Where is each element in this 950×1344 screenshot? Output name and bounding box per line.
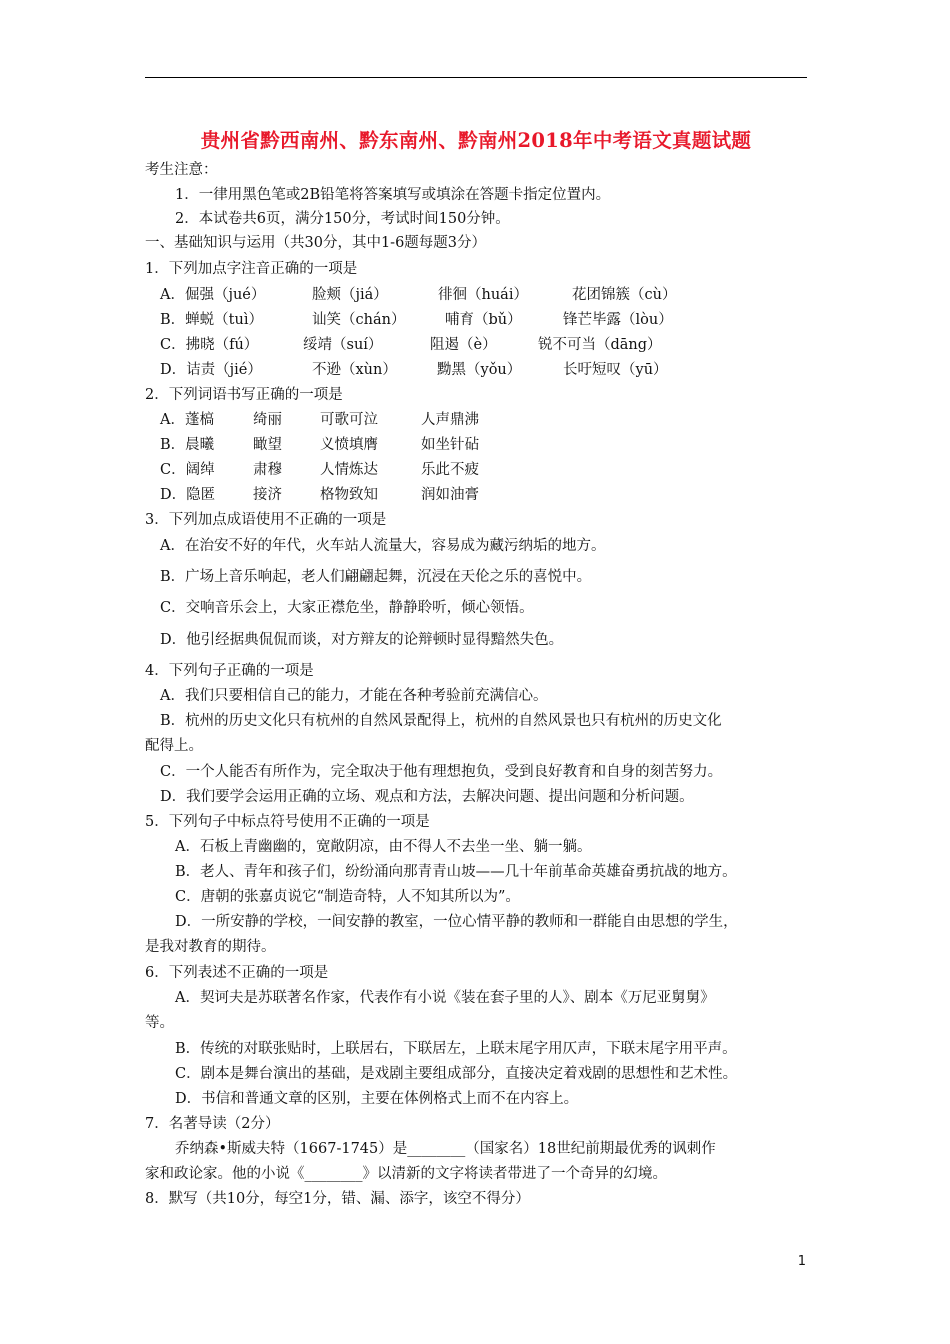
q1-b-2: 讪笑（chán） — [312, 312, 406, 328]
q4-option-d: D．我们要学会运用正确的立场、观点和方法，去解决问题、提出问题和分析问题。 — [160, 789, 694, 805]
q1-d-4: 长吁短叹（yū） — [563, 362, 668, 378]
q2-stem: 2．下列词语书写正确的一项是 — [145, 387, 343, 403]
q2-a-2: 绮丽 — [253, 412, 282, 428]
q5-option-d-cont: 是我对教育的期待。 — [145, 939, 276, 955]
q1-a-3: 徘徊（huái） — [438, 287, 528, 303]
header-rule — [145, 77, 807, 78]
q1-stem: 1．下列加点字注音正确的一项是 — [145, 261, 358, 277]
q1-b-1: B．蝉蜕（tuì） — [160, 312, 263, 328]
q6-option-a: A．契诃夫是苏联著名作家，代表作有小说《装在套子里的人》、剧本《万尼亚舅舅》 — [175, 990, 715, 1006]
q2-a-1: A．蓬槁 — [160, 412, 214, 428]
q2-b-3: 义愤填膺 — [320, 437, 378, 453]
section-heading: 一、基础知识与运用（共30分，其中1-6题每题3分） — [145, 235, 487, 251]
q1-c-2: 绥靖（suí） — [303, 337, 383, 353]
q1-c-1: C．拂晓（fú） — [160, 337, 259, 353]
q2-d-3: 格物致知 — [320, 487, 378, 503]
q1-b-4: 锋芒毕露（lòu） — [563, 312, 673, 328]
q1-d-3: 黝黑（yǒu） — [437, 362, 522, 378]
q6-option-d: D．书信和普通文章的区别，主要在体例格式上而不在内容上。 — [175, 1091, 579, 1107]
q2-c-4: 乐此不疲 — [421, 462, 479, 478]
q5-option-c: C．唐朝的张嘉贞说它“制造奇特，人不知其所以为”。 — [175, 889, 520, 905]
q4-option-a: A．我们只要相信自己的能力，才能在各种考验前充满信心。 — [160, 688, 548, 704]
q5-option-d: D．一所安静的学校，一间安静的教室，一位心情平静的教师和一群能自由思想的学生， — [175, 914, 738, 930]
notice-item-2: 2．本试卷共6页，满分150分，考试时间150分钟。 — [175, 211, 510, 227]
q5-option-b: B．老人、青年和孩子们，纷纷涌向那青青山坡——几十年前革命英雄奋勇抗战的地方。 — [175, 864, 737, 880]
q3-option-c: C．交响音乐会上，大家正襟危坐，静静聆听，倾心领悟。 — [160, 600, 534, 616]
q4-stem: 4．下列句子正确的一项是 — [145, 663, 314, 679]
q2-d-1: D．隐匿 — [160, 487, 216, 503]
q1-d-1: D．诘责（jié） — [160, 362, 262, 378]
q3-option-b: B．广场上音乐响起，老人们翩翩起舞，沉浸在天伦之乐的喜悦中。 — [160, 569, 592, 585]
q3-option-a: A．在治安不好的年代，火车站人流量大，容易成为藏污纳垢的地方。 — [160, 538, 606, 554]
q4-option-b-cont: 配得上。 — [145, 738, 203, 754]
q1-b-3: 哺育（bǔ） — [445, 312, 522, 328]
q2-d-4: 润如油膏 — [421, 487, 479, 503]
notice-item-1: 1．一律用黑色笔或2B铅笔将答案填写或填涂在答题卡指定位置内。 — [175, 187, 611, 203]
q8-stem: 8．默写（共10分，每空1分，错、漏、添字，该空不得分） — [145, 1191, 530, 1207]
q6-option-a-cont: 等。 — [145, 1015, 174, 1031]
q1-d-2: 不逊（xùn） — [312, 362, 397, 378]
q7-line-2: 家和政论家。他的小说《________》以清新的文字将读者带进了一个奇异的幻境。 — [145, 1166, 667, 1182]
q6-option-c: C．剧本是舞台演出的基础，是戏剧主要组成部分，直接决定着戏剧的思想性和艺术性。 — [175, 1066, 738, 1082]
q2-c-1: C．阔绰 — [160, 462, 215, 478]
exam-title: 贵州省黔西南州、黔东南州、黔南州2018年中考语文真题试题 — [200, 129, 752, 152]
q2-b-4: 如坐针砧 — [421, 437, 479, 453]
q7-stem: 7．名著导读（2分） — [145, 1116, 280, 1132]
q2-d-2: 接济 — [253, 487, 282, 503]
q1-a-2: 脸颊（jiá） — [312, 287, 388, 303]
q3-option-d: D．他引经据典侃侃而谈，对方辩友的论辩顿时显得黯然失色。 — [160, 632, 564, 648]
q1-a-1: A．倔强（jué） — [160, 287, 266, 303]
q2-a-3: 可歌可泣 — [320, 412, 378, 428]
page-number: 1 — [797, 1254, 806, 1269]
q1-c-3: 阻遏（è） — [430, 337, 497, 353]
q2-b-2: 瞰望 — [253, 437, 282, 453]
q5-option-a: A．石板上青幽幽的，宽敞阴凉，由不得人不去坐一坐、躺一躺。 — [175, 839, 592, 855]
q4-option-c: C．一个人能否有所作为，完全取决于他有理想抱负，受到良好教育和自身的刻苦努力。 — [160, 764, 723, 780]
q1-a-4: 花团锦簇（cù） — [572, 287, 677, 303]
q2-a-4: 人声鼎沸 — [421, 412, 479, 428]
q1-c-4: 锐不可当（dāng） — [538, 337, 662, 353]
q3-stem: 3．下列加点成语使用不正确的一项是 — [145, 512, 387, 528]
q2-c-2: 肃穆 — [253, 462, 282, 478]
q4-option-b: B．杭州的历史文化只有杭州的自然风景配得上，杭州的自然风景也只有杭州的历史文化 — [160, 713, 722, 729]
q2-c-3: 人情炼达 — [320, 462, 378, 478]
notice-heading: 考生注意： — [145, 162, 218, 178]
q7-line-1: 乔纳森•斯威夫特（1667-1745）是________（国家名）18世纪前期最优秀的讽刺作 — [175, 1141, 716, 1157]
q6-stem: 6．下列表述不正确的一项是 — [145, 965, 329, 981]
q6-option-b: B．传统的对联张贴时，上联居右，下联居左，上联末尾字用仄声，下联末尾字用平声。 — [175, 1041, 737, 1057]
q2-b-1: B．晨曦 — [160, 437, 215, 453]
q5-stem: 5．下列句子中标点符号使用不正确的一项是 — [145, 814, 430, 830]
